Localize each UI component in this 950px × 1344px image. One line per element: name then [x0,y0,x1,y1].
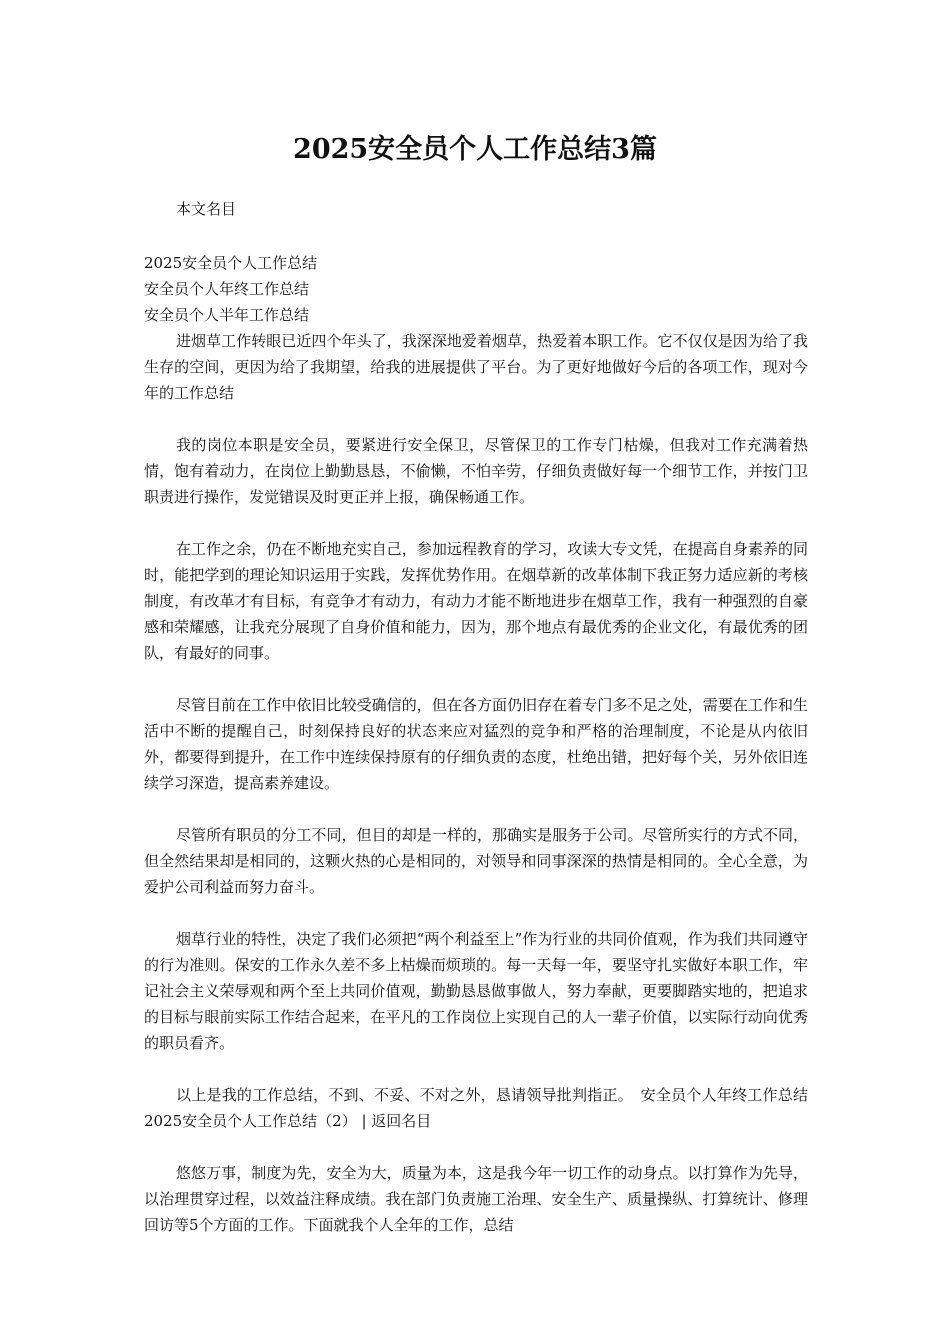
body-paragraph: 我的岗位本职是安全员，要紧进行安全保卫，尽管保卫的工作专门枯燥，但我对工作充满着热情，饱有着动力，在岗位上勤勤恳恳，不偷懒，不怕辛劳，仔细负责做好每一个细节工作，并按门卫职责进行操作，发觉错误及时更正并上报，确保畅通工作。 [144,436,808,506]
document-body [144,196,808,1264]
body-paragraph: 尽管所有职员的分工不同，但目的却是一样的，那确实是服务于公司。尽管所实行的方式不同，但全然结果却是相同的，这颗火热的心是相同的，对领导和同事深深的热情是相同的。全心全意，为爱护公司利益而努力奋斗。 [144,826,808,896]
body-paragraph: 烟草行业的特性，决定了我们必须把“两个利益至上”作为行业的共同价值观，作为我们共同遵守的行为准则。保安的工作永久差不多上枯燥而烦琐的。每一天每一年，要坚守扎实做好本职工作，牢记社会主义荣辱观和两个至上共同价值观，勤勤恳恳做事做人，努力奉献，更要脚踏实地的，把追求的目标与眼前实际工作结合起来，在平凡的工作岗位上实现自己的人一辈子价值，以实际行动向优秀的职员看齐。 [144,930,808,1052]
document-title: 2025安全员个人工作总结3篇 [293,134,657,165]
toc-item: 安全员个人年终工作总结 [144,280,310,298]
body-paragraph: 在工作之余，仍在不断地充实自己，参加远程教育的学习，攻读大专文凭，在提高自身素养的同时，能把学到的理论知识运用于实践，发挥优势作用。在烟草新的改革体制下我正努力适应新的考核制度，有改革才有目标，有竞争才有动力，有动力才能不断地进步在烟草工作，我有一种强烈的自豪感和荣耀感，让我充分展现了自身价值和能力，因为，那个地点有最优秀的企业文化，有最优秀的团队，有最好的同事。 [144,540,808,662]
body-paragraph: 以上是我的工作总结，不到、不妥、不对之外，恳请领导批判指正。 安全员个人年终工作总结 2025安全员个人工作总结（2） | 返回名目 [144,1086,808,1130]
toc-item: 安全员个人半年工作总结 [144,306,310,324]
toc-item: 2025安全员个人工作总结 [144,254,318,272]
body-paragraph: 进烟草工作转眼已近四个年头了，我深深地爱着烟草，热爱着本职工作。它不仅仅是因为给了我生存的空间，更因为给了我期望，给我的进展提供了平台。为了更好地做好今后的各项工作，现对今年的工作总结 [144,332,808,402]
body-paragraph: 尽管目前在工作中依旧比较受确信的，但在各方面仍旧存在着专门多不足之处，需要在工作和生活中不断的提醒自己，时刻保持良好的状态来应对猛烈的竞争和严格的治理制度，不论是从内依旧外，都要得到提升，在工作中连续保持原有的仔细负责的态度，杜绝出错，把好每个关，另外依旧连续学习深造，提高素养建设。 [144,696,808,792]
body-paragraph: 悠悠万事，制度为先，安全为大，质量为本，这是我今年一切工作的动身点。以打算作为先导，以治理贯穿过程，以效益注释成绩。我在部门负责施工治理、安全生产、质量操纵、打算统计、修理回访等5个方面的工作。下面就我个人全年的工作，总结 [144,1164,808,1234]
toc-list [144,250,808,328]
toc-heading: 本文名目 [176,200,237,218]
